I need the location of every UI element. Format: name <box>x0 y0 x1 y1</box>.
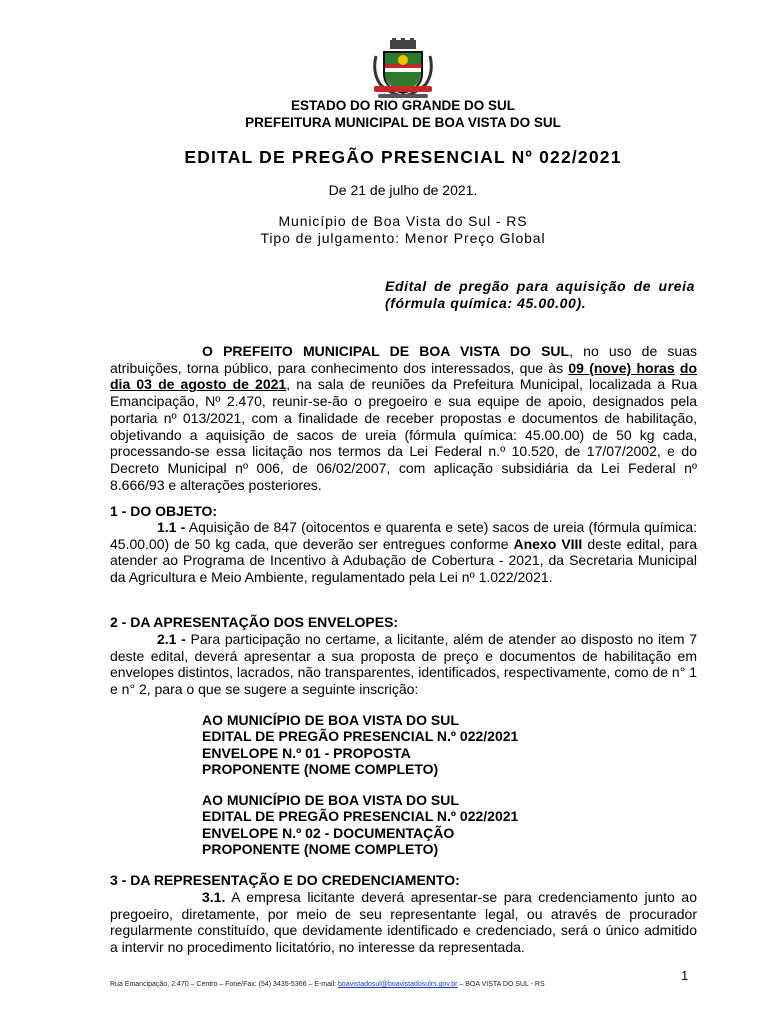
mayor-lead: O PREFEITO MUNICIPAL DE BOA VISTA DO SUL <box>202 343 570 359</box>
opening-date: do dia 03 de agosto de 2021 <box>110 359 698 393</box>
item-1-1-text-2: deste edital, para atender ao Programa de Incentivo à Adubação de Cobertura - 2021, da Secretaria Municipal da Agricultura e Meio Ambiente, regulamentado pela Lei nº 1.022/2021. <box>110 535 697 586</box>
edict-summary: Edital de pregão para aquisição de ureia (fórmula química: 45.00.00). <box>385 278 695 311</box>
intro-text-1: , no uso de suas atribuições, torna público, para conhecimento dos interessados, que às <box>110 343 697 376</box>
section-2-heading: 2 - DA APRESENTAÇÃO DOS ENVELOPES: <box>110 614 399 630</box>
annex-reference: Anexo VIII <box>513 535 583 552</box>
municipality-line: Município de Boa Vista do Sul - RS <box>278 213 528 229</box>
item-2-1-text: Para participação no certame, a licitante, além de atender ao disposto no item 7 deste edital, deverá apresentar a sua proposta de preço e documentos de habilitação em envelopes distintos, lacrados, não transparentes, identificados, respectivamente, como de n° 1 e n° 2, para o que se sugere a seguinte inscrição: <box>110 631 697 698</box>
state-heading: ESTADO DO RIO GRANDE DO SUL <box>290 98 515 113</box>
page-footer <box>110 981 545 988</box>
envelope-line: EDITAL DE PREGÃO PRESENCIAL N.º 022/2021 <box>202 728 519 745</box>
section-1-heading: 1 - DO OBJETO: <box>110 503 218 519</box>
envelope-line: PROPONENTE (NOME COMPLETO) <box>202 760 439 777</box>
item-1-1-text-1: Aquisição de 847 (oitocentos e quarenta e sete) sacos de ureia (fórmula química: 45.00.00) de 50 kg cada, que deverão ser entregues conforme <box>110 519 697 552</box>
section-3-item-3-1 <box>110 889 697 956</box>
judgment-type-line: Tipo de julgamento: Menor Preço Global <box>260 230 546 246</box>
item-number: 1.1 - <box>157 519 186 535</box>
envelope-line: EDITAL DE PREGÃO PRESENCIAL N.º 022/2021 <box>202 808 519 825</box>
item-3-1-text: A empresa licitante deverá apresentar-se para credenciamento junto ao pregoeiro, diretamente, por meio de seu representante legal, ou através de procurador regularmente constituído, que devidamente identificado e credenciado, será o único admitido a intervir no procedimento licitatório, no interesse da representada. <box>110 889 697 956</box>
envelope-line: ENVELOPE N.º 01 - PROPOSTA <box>202 744 411 761</box>
envelope-1-inscription <box>202 712 518 777</box>
envelope-line: AO MUNICÍPIO DE BOA VISTA DO SUL <box>202 712 459 728</box>
footer-city: – BOA VISTA DO SUL - RS <box>457 981 545 988</box>
envelope-2-inscription <box>202 792 518 857</box>
item-number: 2.1 - <box>157 631 186 647</box>
section-2-item-2-1 <box>110 631 697 698</box>
opening-time: 09 (nove) horas <box>568 359 675 376</box>
date-line: De 21 de julho de 2021. <box>328 182 478 198</box>
page-number: 1 <box>681 968 689 983</box>
document-title: EDITAL DE PREGÃO PRESENCIAL Nº 022/2021 <box>184 147 622 167</box>
intro-text-2: , na sala de reuniões da Prefeitura Municipal, localizada a Rua Emancipação, Nº 2.470, reunir-se-ão o pregoeiro e sua equipe de apoio, designados pela portaria nº 013/2021, com a finalidade de receber propostas e documentos de habilitação, objetivando a aquisição de sacos de ureia (fórmula química: 45.00.00) de 50 kg cada, processando-se essa licitação nos termos da Lei Federal n.º 10.520, de 17/07/2002, e do Decreto Municipal nº 006, de 06/02/2007, com aplicação subsidiária da Lei Federal nº 8.666/93 e alterações posteriores. <box>110 376 697 493</box>
footer-email-link[interactable]: boavistadosul@boavistadosulrs.gov.br <box>338 981 458 988</box>
coat-of-arms-icon <box>370 38 436 100</box>
item-number: 3.1. <box>202 889 226 905</box>
intro-paragraph <box>110 343 697 493</box>
section-1-item-1-1 <box>110 519 697 586</box>
envelope-line: AO MUNICÍPIO DE BOA VISTA DO SUL <box>202 792 459 808</box>
envelope-line: ENVELOPE N.º 02 - DOCUMENTAÇÃO <box>202 824 455 841</box>
footer-address: Rua Emancipação, 2.470 – Centro – Fone/Fax: (54) 3435-5366 – E-mail: <box>110 981 339 988</box>
city-hall-heading: PREFEITURA MUNICIPAL DE BOA VISTA DO SUL <box>245 115 561 130</box>
section-3-heading: 3 - DA REPRESENTAÇÃO E DO CREDENCIAMENTO: <box>110 872 460 888</box>
envelope-line: PROPONENTE (NOME COMPLETO) <box>202 840 439 857</box>
